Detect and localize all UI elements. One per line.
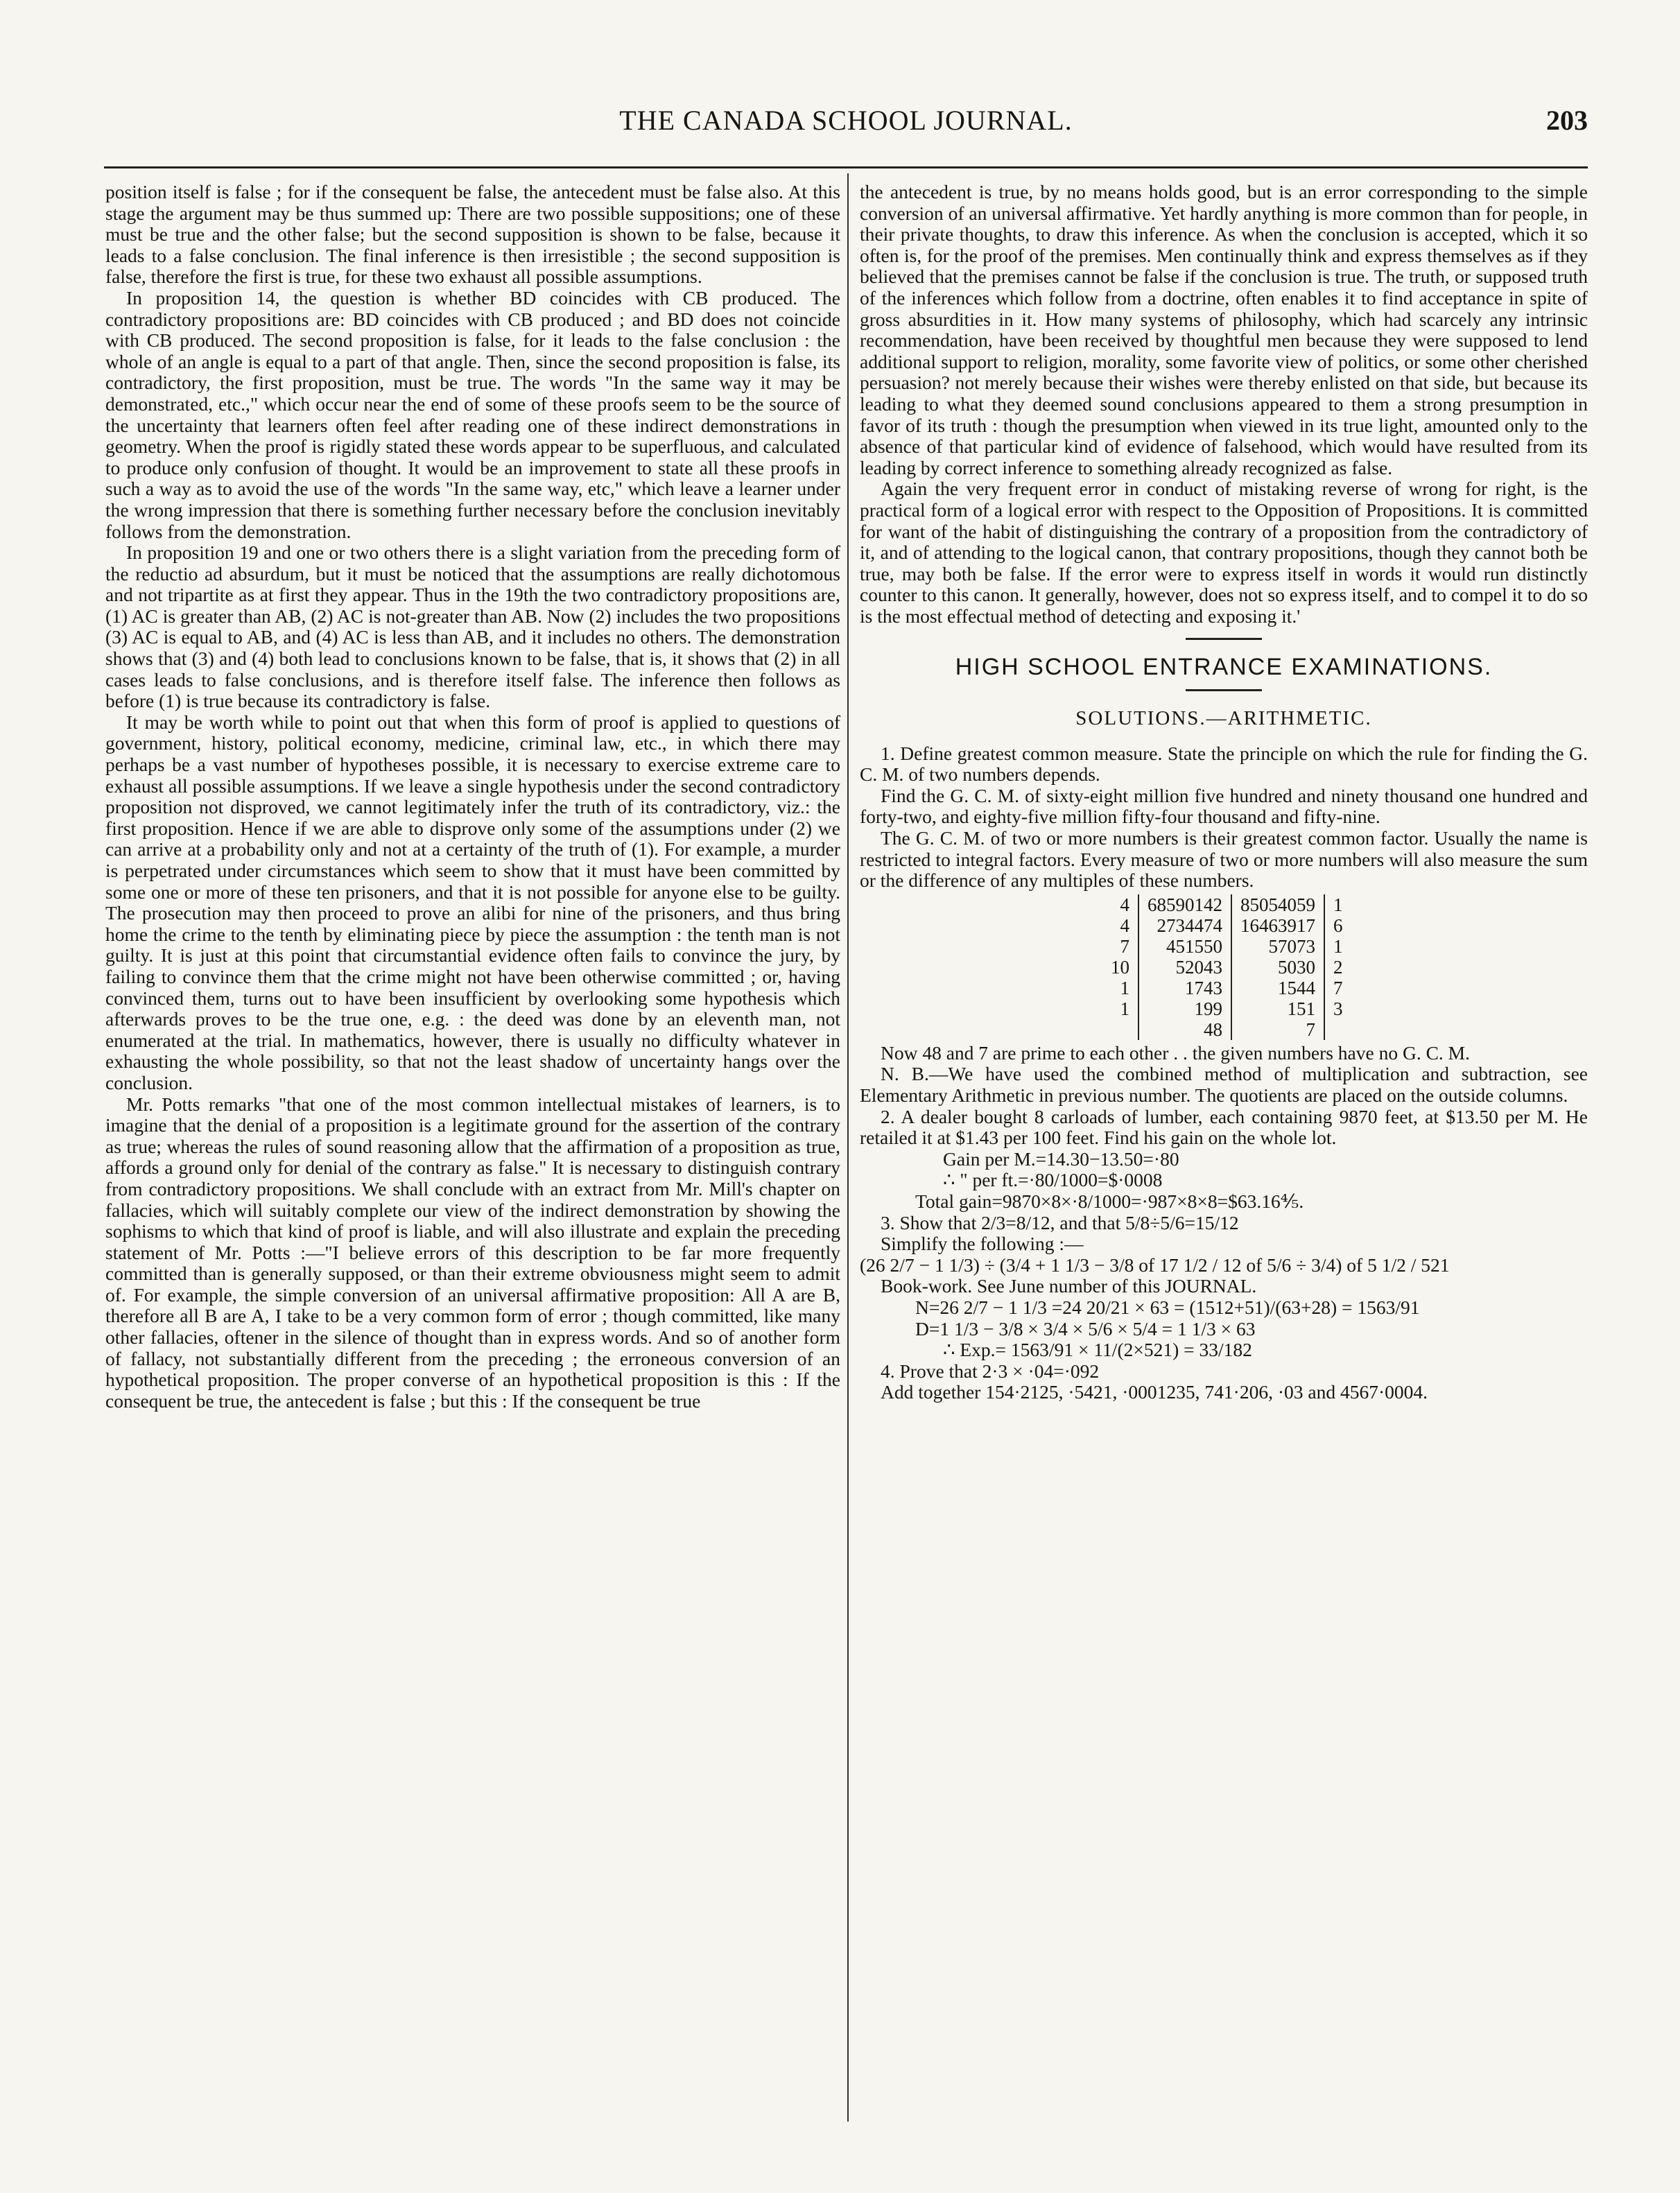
- question-1-find: Find the G. C. M. of sixty-eight million five hundred and ninety thousand one hundred and forty-two, and eighty-five million fifty-four thousand and fifty-nine.: [860, 784, 1588, 828]
- column-divider: [847, 173, 849, 2122]
- table-cell: 48: [1138, 1019, 1231, 1040]
- sub-title: SOLUTIONS.—ARITHMETIC.: [1075, 707, 1372, 730]
- section-divider: [1186, 638, 1262, 640]
- table-cell: 4: [1120, 894, 1129, 915]
- table-cell: 151: [1231, 998, 1324, 1019]
- question-1-answer: The G. C. M. of two or more numbers is their greatest common factor. Usually the name is restricted to integral factors. Every measure of two or more numbers will also measure the sum or the difference of any multiples of these numbers.: [860, 827, 1588, 892]
- table-cell: 2: [1324, 957, 1351, 978]
- paragraph: It may be worth while to point out that when this form of proof is applied to questions of government, history, political economy, medicine, criminal law, etc., in which there may perhaps be a vast number of hypotheses possible, it is necessary to exercise extreme care to exhaust all possible assumptions. If we leave a single hypothesis under the second contradictory proposition not disproved, we cannot legitimately infer the truth of its contradictory, viz.: the first proposition. Hence if we are able to disprove only some of the assumptions under (2) we can arrive at a probability only and not at a certainty of the truth of (1). For example, a murder is perpetrated under circumstances which seem to show that it must have been committed by some one or more of these ten prisoners, and that it is not possible for anyone else to be guilty. The prosecution may then proceed to prove an alibi for nine of the prisoners, and thus bring home the crime to the tenth by eliminating piece by piece the assumption : the tenth man is not guilty. It is just at this point that circumstantial evidence often fails to convince the jury, by failing to convince them that the crime might not have been otherwise committed ; or, having convinced them, turns out to have been insufficient by overlooking some hypothesis which afterwards proves to be the true one, e.g. : the deed was done by an eleventh man, not enumerated at the trial. In mathematics, however, there is usually no difficulty whatever in exhausting the whole possibility, so that not the least shadow of uncertainty hangs over the conclusion.: [105, 711, 840, 1093]
- table-row: [1102, 978, 1351, 998]
- question-3: 3. Show that 2/3=8/12, and that 5/8÷5/6=15/12: [881, 1211, 1239, 1233]
- table-cell: 1544: [1231, 978, 1324, 998]
- table-cell: 85054059: [1231, 894, 1324, 915]
- table-cell: 57073: [1231, 936, 1324, 957]
- page-number: 203: [1546, 105, 1588, 136]
- table-cell: 1: [1120, 998, 1129, 1019]
- section-title: HIGH SCHOOL ENTRANCE EXAMINATIONS.: [955, 654, 1493, 681]
- paragraph: In proposition 14, the question is whether BD coincides with CB produced. The contradictory propositions are: BD coincides with CB produced ; and BD does not coincide with CB produced. The second proposition is false, for it leads to the false conclusion : the whole of an angle is equal to a part of that angle. Then, since the second proposition is false, its contradictory, the first proposition, must be true. The words "In the same way it may be demonstrated, etc.," which occur near the end of some of these proofs seem to be the source of the uncertainty that learners often feel after reading one of these indirect demonstrations in geometry. When the proof is rigidly stated these words appear to be superfluous, and calculated to produce only confusion of thought. It would be an improvement to state all these proofs in such a way as to avoid the use of the words "In the same way, etc," which leave a learner under the wrong impression that there is something further necessary before the conclusion inevitably follows from the demonstration.: [105, 286, 840, 542]
- table-cell: 7: [1324, 978, 1351, 998]
- table-row: [1102, 936, 1351, 957]
- table-cell: 4: [1120, 915, 1129, 936]
- header-rule: [104, 166, 1588, 168]
- table-cell: 5030: [1231, 957, 1324, 978]
- table-cell: 7: [1120, 935, 1129, 957]
- question-4: 4. Prove that 2·3 × ·04=·092: [881, 1360, 1100, 1382]
- table-cell: 10: [1111, 956, 1129, 978]
- question-3-expression: (26 2/7 − 1 1/3) ÷ (3/4 + 1 1/3 − 3/8 of 17 1/2 / 12 of 5/6 ÷ 3/4) of 5 1/2 / 521: [860, 1254, 1450, 1276]
- math-line: ∴ " per ft.=·80/1000=$·0008: [943, 1169, 1163, 1191]
- table-cell: 1743: [1138, 978, 1231, 998]
- question-1-conclusion: Now 48 and 7 are prime to each other . . the given numbers have no G. C. M.: [881, 1041, 1470, 1064]
- book-work-note: Book-work. See June number of this JOURNAL.: [881, 1275, 1257, 1297]
- table-cell: [1324, 1019, 1351, 1040]
- table-cell: 7: [1231, 1019, 1324, 1040]
- running-title: THE CANADA SCHOOL JOURNAL.: [619, 105, 1073, 136]
- table-row: [1102, 894, 1351, 915]
- page-header: [104, 104, 1588, 146]
- table-cell: 451550: [1138, 936, 1231, 957]
- math-line: Total gain=9870×8×·8/1000=·987×8×8=$63.16⅘.: [915, 1190, 1304, 1212]
- table-cell: 1: [1324, 936, 1351, 957]
- table-cell: [1102, 1019, 1138, 1040]
- table-cell: 16463917: [1231, 915, 1324, 936]
- question-3-simplify: Simplify the following :—: [881, 1233, 1084, 1255]
- paragraph: the antecedent is true, by no means holds good, but is an error corresponding to the simple conversion of an universal affirmative. Yet hardly anything is more common than for people, in their private thoughts, to draw this inference. As when the conclusion is accepted, which it so often is, for the proof of the premises. Men continually think and express themselves as if they believed that the premises cannot be false if the conclusion is true. The truth, or supposed truth of the inferences which follow from a doctrine, often enables it to find acceptance in spite of gross absurdities in it. How many systems of philosophy, which had scarcely any intrinsic recommendation, have been received by thoughtful men because they were supposed to lend additional support to religion, morality, some favorite view of politics, or some other cherished persuasion? not merely because their wishes were thereby enlisted on that side, but because its leading to what they deemed sound conclusions appeared to them a strong presumption in favor of its truth : though the presumption when viewed in its true light, amounted only to the absence of that particular kind of evidence of falsehood, which would have resulted from its leading by correct inference to something already recognized as false.: [860, 181, 1588, 478]
- paragraph: Mr. Potts remarks "that one of the most common intellectual mistakes of learners, is to imagine that the denial of a proposition is a legitimate ground for the assertion of the contrary as true; whereas the rules of sound reasoning allow that the affirmation of a proposition as true, affords a ground only for denial of the contrary as false." It is necessary to distinguish contrary from contradictory propositions. We shall conclude with an extract from Mr. Mill's chapter on fallacies, which will suitably complete our view of the indirect demonstration by showing the sophisms to which that kind of proof is liable, and will also illustrate and explain the preceding statement of Mr. Potts :—"I believe errors of this description to be far more frequently committed than is generally supposed, or than their extreme obviousness might seem to admit of. For example, the simple conversion of an universal affirmative proposition: All A are B, therefore all B are A, I take to be a very common form of error ; though committed, like many other fallacies, oftener in the silence of thought than in express words. And so of another form of fallacy, not substantially different from the preceding ; the erroneous conversion of an hypothetical proposition. The proper converse of an hypothetical proposition is this : If the consequent be true, the antecedent is false ; but this : If the consequent be true: [105, 1093, 840, 1412]
- table-cell: 2734474: [1138, 915, 1231, 936]
- table-cell: 1: [1120, 977, 1129, 998]
- gcm-table: [1102, 894, 1351, 1040]
- paragraph: Again the very frequent error in conduct of mistaking reverse of wrong for right, is the practical form of a logical error with respect to the Opposition of Propositions. It is committed for want of the habit of distinguishing the contrary of a proposition from the contradictory of it, and of attending to the logical canon, that contrary propositions, though they cannot both be true, may both be false. If the error were to express itself in words it would run distinctly counter to this canon. It generally, however, does not so express itself, and to compel it to do so is the most effectual method of detecting and exposing it.': [860, 478, 1588, 627]
- table-cell: 52043: [1138, 957, 1231, 978]
- table-row: [1102, 915, 1351, 936]
- math-line: N=26 2/7 − 1 1/3 =24 20/21 × 63 = (1512+51)/(63+28) = 1563/91: [915, 1296, 1420, 1318]
- right-column: [860, 182, 1588, 1403]
- table-cell: 68590142: [1138, 894, 1231, 915]
- section-divider: [1186, 689, 1262, 691]
- table-cell: 6: [1324, 915, 1351, 936]
- math-line: ∴ Exp.= 1563/91 × 11/(2×521) = 33/182: [943, 1339, 1252, 1361]
- table-cell: 3: [1324, 998, 1351, 1019]
- question-2: 2. A dealer bought 8 carloads of lumber, each containing 9870 feet, at $13.50 per M. He retailed it at $1.43 per 100 feet. Find his gain on the whole lot.: [860, 1105, 1588, 1149]
- add-together: Add together 154·2125, ·5421, ·0001235, 741·206, ·03 and 4567·0004.: [881, 1381, 1428, 1403]
- table-cell: 199: [1138, 998, 1231, 1019]
- math-line: D=1 1/3 − 3/8 × 3/4 × 5/6 × 5/4 = 1 1/3 × 63: [915, 1317, 1256, 1340]
- paragraph: In proposition 19 and one or two others there is a slight variation from the preceding form of the reductio ad absurdum, but it must be noticed that the assumptions are really dichotomous and not tripartite as at first they appear. Thus in the 19th the two contradictory propositions are, (1) AC is greater than AB, (2) AC is not-greater than AB. Now (2) includes the two propositions (3) AC is equal to AB, and (4) AC is less than AB, and it includes no others. The demonstration shows that (3) and (4) both lead to conclusions known to be false, that is, it shows that (2) in all cases leads to false conclusions, and is therefore itself false. The inference then follows as before (1) is true because its contradictory is false.: [105, 541, 840, 712]
- table-row: [1102, 998, 1351, 1019]
- table-row: [1102, 957, 1351, 978]
- math-line: Gain per M.=14.30−13.50=·80: [943, 1147, 1179, 1170]
- note: N. B.—We have used the combined method of multiplication and subtraction, see Elementary Arithmetic in previous number. The quotients are placed on the outside columns.: [860, 1063, 1588, 1106]
- table-row: [1102, 1019, 1351, 1040]
- left-column: [105, 182, 840, 1412]
- question-1: 1. Define greatest common measure. State the principle on which the rule for finding the G. C. M. of two numbers depends.: [860, 742, 1588, 786]
- table-cell: 1: [1324, 894, 1351, 915]
- paragraph: position itself is false ; for if the consequent be false, the antecedent must be false also. At this stage the argument may be thus summed up: There are two possible suppositions; one of these must be true and the other false; but the second supposition is shown to be false, because it leads to a false conclusion. The final inference is then irresistible ; the second supposition is false, therefore the first is true, for these two exhaust all possible assumptions.: [105, 181, 840, 288]
